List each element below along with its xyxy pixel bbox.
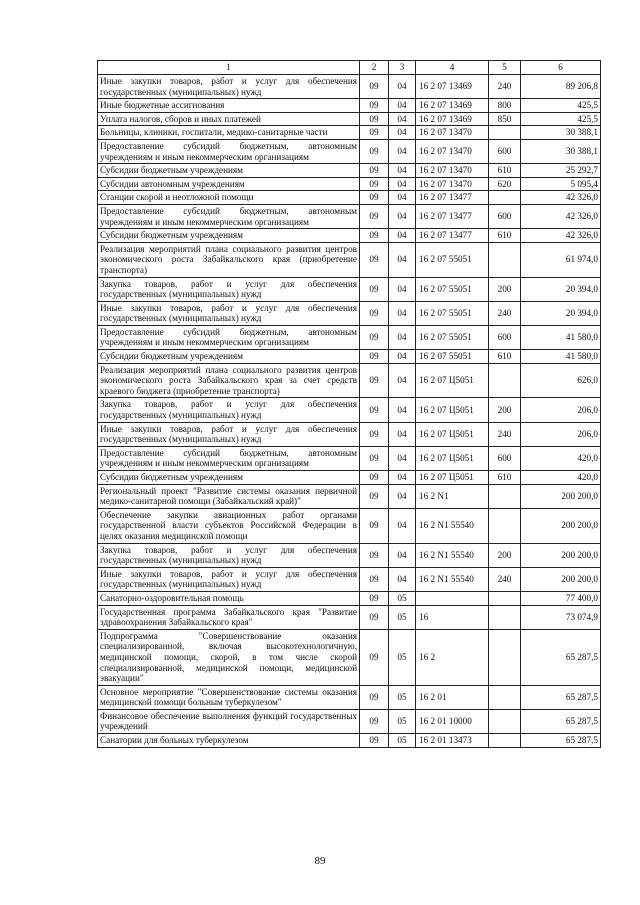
subsection-cell: 05 [389,605,416,629]
row-name-cell: Закупка товаров, работ и услуг для обеспечения государственных (муниципальных) нужд [98,398,360,422]
row-name-cell: Станции скорой и неотложной помощи [98,191,360,205]
expense-type-cell: 200 [489,277,521,301]
table-row [98,204,601,228]
target-article-cell: 16 2 07 13469 [416,112,489,126]
subsection-cell: 04 [389,204,416,228]
amount-cell: 42 326,0 [521,191,601,205]
target-article-cell: 16 2 07 55051 [416,350,489,364]
row-name-cell: Субсидии бюджетным учреждениям [98,350,360,364]
amount-cell: 200 200,0 [521,567,601,591]
row-name-cell: Иные закупки товаров, работ и услуг для обеспечения государственных (муниципальных) нужд [98,422,360,446]
table-row [98,446,601,470]
row-name-cell: Предоставление субсидий бюджетным, автономным учреждениям и иным некоммерческим организациям [98,325,360,349]
target-article-cell: 16 2 01 10000 [416,709,489,733]
amount-cell: 30 388,1 [521,126,601,140]
header-cell: 1 [98,61,360,75]
section-cell: 09 [360,422,389,446]
expense-type-cell: 600 [489,204,521,228]
table-row [98,508,601,543]
table-row [98,629,601,685]
target-article-cell: 16 2 01 [416,685,489,709]
expense-type-cell [489,191,521,205]
amount-cell: 61 974,0 [521,242,601,277]
subsection-cell: 04 [389,508,416,543]
subsection-cell: 04 [389,177,416,191]
row-name-cell: Иные закупки товаров, работ и услуг для обеспечения государственных (муниципальных) нужд [98,567,360,591]
target-article-cell: 16 2 07 13470 [416,126,489,140]
target-article-cell: 16 2 N1 55540 [416,567,489,591]
amount-cell: 65 287,5 [521,685,601,709]
row-name-cell: Подпрограмма "Совершенствование оказания специализированной, включая высокотехнологичную, медицинской помощи, скорой, в том числе скорой специализированной, медицинской помощи, медицинской эвакуации" [98,629,360,685]
row-name-cell: Иные бюджетные ассигнования [98,99,360,113]
subsection-cell: 04 [389,567,416,591]
amount-cell: 200 200,0 [521,484,601,508]
expense-type-cell [489,605,521,629]
amount-cell: 73 074,9 [521,605,601,629]
row-name-cell: Больницы, клиники, госпитали, медико-санитарные части [98,126,360,140]
expense-type-cell [489,484,521,508]
amount-cell: 20 394,0 [521,301,601,325]
target-article-cell: 16 2 07 55051 [416,325,489,349]
table-row [98,277,601,301]
section-cell: 09 [360,99,389,113]
section-cell: 09 [360,543,389,567]
table-row [98,363,601,398]
amount-cell: 5 095,4 [521,177,601,191]
target-article-cell: 16 2 07 Ц5051 [416,422,489,446]
table-row [98,605,601,629]
header-cell: 3 [389,61,416,75]
table-row [98,350,601,364]
subsection-cell: 04 [389,164,416,178]
row-name-cell: Субсидии автономным учреждениям [98,177,360,191]
table-row [98,99,601,113]
document-page [97,60,600,748]
row-name-cell: Санаторно-оздоровительная помощь [98,591,360,605]
table-row [98,75,601,99]
budget-table [97,60,601,748]
amount-cell: 206,0 [521,398,601,422]
amount-cell: 41 580,0 [521,350,601,364]
page-number: 89 [314,855,326,867]
row-name-cell: Санатории для больных туберкулезом [98,734,360,748]
section-cell: 09 [360,112,389,126]
expense-type-cell [489,591,521,605]
target-article-cell: 16 2 07 13470 [416,139,489,163]
target-article-cell: 16 2 01 13473 [416,734,489,748]
table-row [98,591,601,605]
expense-type-cell: 240 [489,422,521,446]
section-cell: 09 [360,325,389,349]
row-name-cell: Иные закупки товаров, работ и услуг для обеспечения государственных (муниципальных) нужд [98,301,360,325]
expense-type-cell: 240 [489,301,521,325]
target-article-cell: 16 2 07 13470 [416,177,489,191]
table-row [98,471,601,485]
section-cell: 09 [360,398,389,422]
row-name-cell: Закупка товаров, работ и услуг для обеспечения государственных (муниципальных) нужд [98,543,360,567]
section-cell: 09 [360,591,389,605]
section-cell: 09 [360,277,389,301]
expense-type-cell: 600 [489,446,521,470]
target-article-cell: 16 2 07 13470 [416,164,489,178]
section-cell: 09 [360,363,389,398]
section-cell: 09 [360,75,389,99]
subsection-cell: 04 [389,75,416,99]
row-name-cell: Реализация мероприятий плана социального развития центров экономического роста Забайкальского края за счет средств краевого бюджета (приобретение транспорта) [98,363,360,398]
section-cell: 09 [360,471,389,485]
target-article-cell: 16 2 07 Ц5051 [416,471,489,485]
amount-cell: 65 287,5 [521,629,601,685]
target-article-cell: 16 [416,605,489,629]
target-article-cell: 16 2 07 13477 [416,204,489,228]
table-row [98,709,601,733]
amount-cell: 425,5 [521,112,601,126]
subsection-cell: 04 [389,229,416,243]
table-row [98,139,601,163]
amount-cell: 200 200,0 [521,543,601,567]
section-cell: 09 [360,709,389,733]
section-cell: 09 [360,605,389,629]
table-row [98,191,601,205]
section-cell: 09 [360,508,389,543]
row-name-cell: Предоставление субсидий бюджетным, автономным учреждениям и иным некоммерческим организациям [98,204,360,228]
subsection-cell: 04 [389,112,416,126]
subsection-cell: 04 [389,446,416,470]
table-row [98,734,601,748]
subsection-cell: 05 [389,709,416,733]
expense-type-cell [489,363,521,398]
expense-type-cell: 610 [489,350,521,364]
subsection-cell: 05 [389,629,416,685]
expense-type-cell: 600 [489,325,521,349]
table-header-row [98,61,601,75]
subsection-cell: 04 [389,422,416,446]
row-name-cell: Субсидии бюджетным учреждениям [98,164,360,178]
section-cell: 09 [360,734,389,748]
amount-cell: 30 388,1 [521,139,601,163]
subsection-cell: 04 [389,242,416,277]
row-name-cell: Обеспечение закупки авиационных работ органами государственной власти субъектов Российской Федерации в целях оказания медицинской помощи [98,508,360,543]
amount-cell: 25 292,7 [521,164,601,178]
target-article-cell: 16 2 07 Ц5051 [416,398,489,422]
expense-type-cell: 610 [489,471,521,485]
section-cell: 09 [360,446,389,470]
target-article-cell: 16 2 07 55051 [416,301,489,325]
section-cell: 09 [360,484,389,508]
section-cell: 09 [360,191,389,205]
table-row [98,422,601,446]
header-cell: 4 [416,61,489,75]
expense-type-cell [489,685,521,709]
amount-cell: 626,0 [521,363,601,398]
amount-cell: 89 206,8 [521,75,601,99]
section-cell: 09 [360,242,389,277]
row-name-cell: Региональный проект "Развитие системы оказания первичной медико-санитарной помощи (Забайкальский край)" [98,484,360,508]
table-row [98,484,601,508]
section-cell: 09 [360,685,389,709]
row-name-cell: Закупка товаров, работ и услуг для обеспечения государственных (муниципальных) нужд [98,277,360,301]
amount-cell: 41 580,0 [521,325,601,349]
expense-type-cell [489,126,521,140]
expense-type-cell [489,709,521,733]
target-article-cell: 16 2 N1 55540 [416,508,489,543]
section-cell: 09 [360,126,389,140]
target-article-cell: 16 2 [416,629,489,685]
subsection-cell: 04 [389,191,416,205]
amount-cell: 420,0 [521,446,601,470]
expense-type-cell: 610 [489,229,521,243]
subsection-cell: 05 [389,734,416,748]
table-row [98,177,601,191]
table-row [98,685,601,709]
row-name-cell: Уплата налогов, сборов и иных платежей [98,112,360,126]
subsection-cell: 04 [389,139,416,163]
target-article-cell: 16 2 N1 55540 [416,543,489,567]
expense-type-cell: 200 [489,543,521,567]
subsection-cell: 04 [389,543,416,567]
row-name-cell: Предоставление субсидий бюджетным, автономным учреждениям и иным некоммерческим организациям [98,446,360,470]
subsection-cell: 04 [389,484,416,508]
table-row [98,126,601,140]
amount-cell: 420,0 [521,471,601,485]
subsection-cell: 04 [389,325,416,349]
expense-type-cell [489,629,521,685]
subsection-cell: 04 [389,277,416,301]
amount-cell: 42 326,0 [521,204,601,228]
table-row [98,398,601,422]
amount-cell: 65 287,5 [521,734,601,748]
row-name-cell: Реализация мероприятий плана социального развития центров экономического роста Забайкальского края (приобретение транспорта) [98,242,360,277]
expense-type-cell: 620 [489,177,521,191]
section-cell: 09 [360,204,389,228]
amount-cell: 42 326,0 [521,229,601,243]
expense-type-cell [489,508,521,543]
header-cell: 5 [489,61,521,75]
target-article-cell [416,591,489,605]
row-name-cell: Иные закупки товаров, работ и услуг для обеспечения государственных (муниципальных) нужд [98,75,360,99]
target-article-cell: 16 2 07 13469 [416,75,489,99]
target-article-cell: 16 2 07 13477 [416,229,489,243]
subsection-cell: 04 [389,99,416,113]
expense-type-cell [489,734,521,748]
amount-cell: 20 394,0 [521,277,601,301]
row-name-cell: Основное мероприятие "Совершенствование системы оказания медицинской помощи больным туберкулезом" [98,685,360,709]
section-cell: 09 [360,567,389,591]
section-cell: 09 [360,301,389,325]
subsection-cell: 04 [389,350,416,364]
subsection-cell: 04 [389,471,416,485]
expense-type-cell: 200 [489,398,521,422]
expense-type-cell: 240 [489,567,521,591]
row-name-cell: Субсидии бюджетным учреждениям [98,471,360,485]
target-article-cell: 16 2 07 55051 [416,242,489,277]
target-article-cell: 16 2 N1 [416,484,489,508]
target-article-cell: 16 2 07 13469 [416,99,489,113]
table-row [98,229,601,243]
subsection-cell: 04 [389,301,416,325]
section-cell: 09 [360,629,389,685]
header-cell: 2 [360,61,389,75]
target-article-cell: 16 2 07 Ц5051 [416,446,489,470]
subsection-cell: 04 [389,398,416,422]
subsection-cell: 04 [389,363,416,398]
table-row [98,325,601,349]
expense-type-cell: 850 [489,112,521,126]
table-row [98,112,601,126]
section-cell: 09 [360,177,389,191]
row-name-cell: Предоставление субсидий бюджетным, автономным учреждениям и иным некоммерческим организациям [98,139,360,163]
amount-cell: 425,5 [521,99,601,113]
expense-type-cell: 600 [489,139,521,163]
expense-type-cell: 240 [489,75,521,99]
header-cell: 6 [521,61,601,75]
expense-type-cell: 610 [489,164,521,178]
table-row [98,567,601,591]
table-row [98,164,601,178]
amount-cell: 206,0 [521,422,601,446]
expense-type-cell [489,242,521,277]
subsection-cell: 04 [389,126,416,140]
row-name-cell: Субсидии бюджетным учреждениям [98,229,360,243]
target-article-cell: 16 2 07 13477 [416,191,489,205]
subsection-cell: 05 [389,685,416,709]
section-cell: 09 [360,350,389,364]
table-row [98,301,601,325]
budget-table-body [98,61,601,748]
amount-cell: 77 400,0 [521,591,601,605]
amount-cell: 65 287,5 [521,709,601,733]
section-cell: 09 [360,229,389,243]
table-row [98,242,601,277]
subsection-cell: 05 [389,591,416,605]
table-row [98,543,601,567]
section-cell: 09 [360,139,389,163]
row-name-cell: Государственная программа Забайкальского края "Развитие здравоохранения Забайкальского края" [98,605,360,629]
expense-type-cell: 800 [489,99,521,113]
row-name-cell: Финансовое обеспечение выполнения функций государственных учреждений [98,709,360,733]
target-article-cell: 16 2 07 55051 [416,277,489,301]
amount-cell: 200 200,0 [521,508,601,543]
target-article-cell: 16 2 07 Ц5051 [416,363,489,398]
section-cell: 09 [360,164,389,178]
